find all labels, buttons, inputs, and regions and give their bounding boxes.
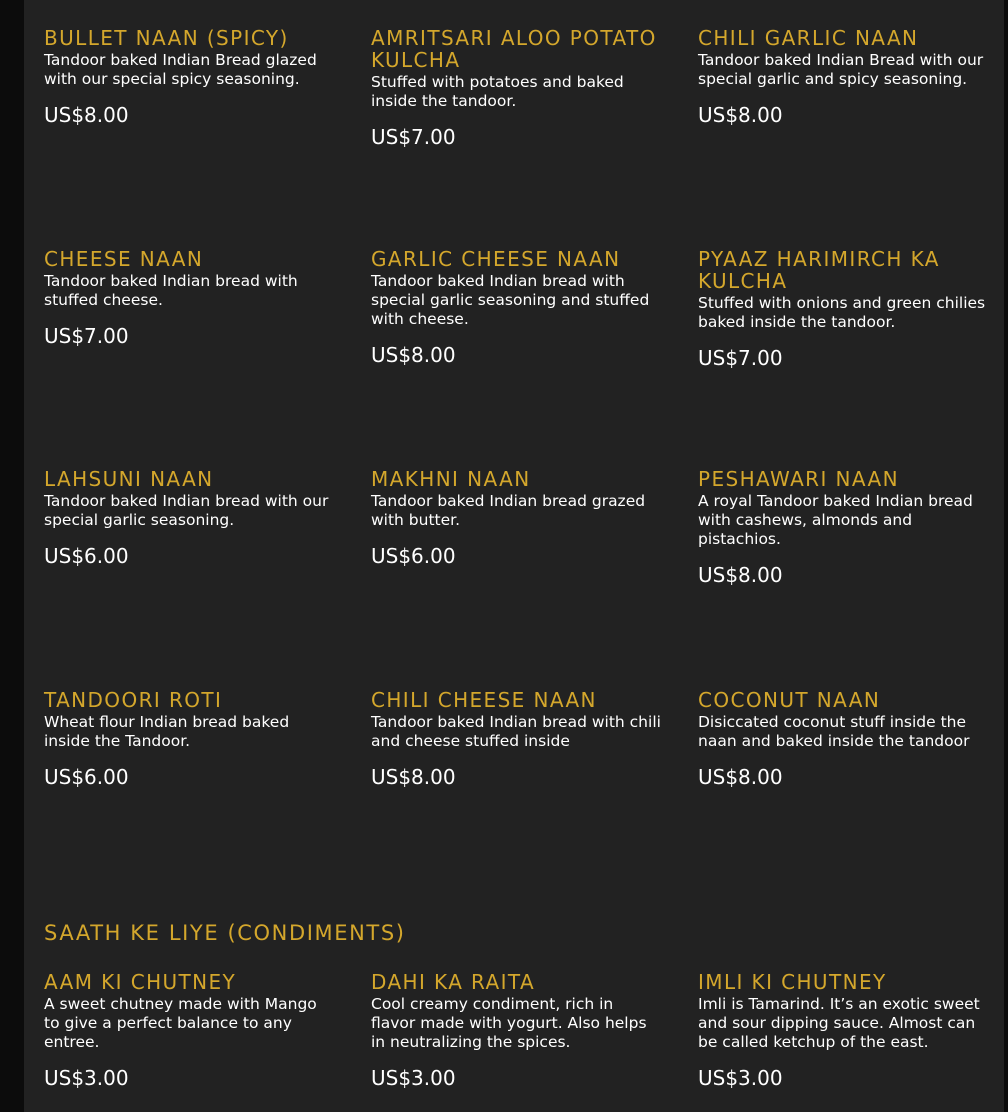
menu-item-name: COCONUT NAAN [698,688,881,712]
menu-item-dahi-ka-raita [371,971,661,1090]
menu-item-description: Disiccated coconut stuff inside the naan and baked inside the tandoor [698,713,970,750]
menu-item-price: US$8.00 [44,103,129,127]
menu-item-price: US$7.00 [698,346,783,370]
menu-item-price: US$7.00 [44,324,129,348]
menu-item-description: A sweet chutney made with Mango to give a perfect balance to any entree. [44,995,317,1051]
left-border-strip [0,0,24,1112]
menu-item-price: US$8.00 [371,343,456,367]
right-border-strip [1004,0,1008,1112]
menu-item-description: Tandoor baked Indian bread with chili and cheese stuffed inside [371,713,661,750]
menu-item-name: BULLET NAAN (SPICY) [44,26,289,50]
menu-item-garlic-cheese-naan [371,248,661,367]
menu-item-description: A royal Tandoor baked Indian bread with cashews, almonds and pistachios. [698,492,973,548]
menu-item-peshawari-naan [698,468,988,587]
menu-item-name: AAM KI CHUTNEY [44,970,237,994]
menu-item-price: US$6.00 [44,544,129,568]
menu-item-name: DAHI KA RAITA [371,970,536,994]
menu-item-name: AMRITSARI ALOO POTATO KULCHA [371,26,657,72]
menu-item-aam-ki-chutney [44,971,334,1090]
menu-item-name: MAKHNI NAAN [371,467,531,491]
menu-item-imli-ki-chutney [698,971,988,1090]
menu-item-price: US$3.00 [698,1066,783,1090]
menu-item-makhni-naan [371,468,661,568]
menu-item-chili-cheese-naan [371,689,661,789]
menu-item-description: Tandoor baked Indian Bread with our special garlic and spicy seasoning. [698,51,984,88]
menu-item-amritsari-kulcha [371,27,661,149]
menu-item-price: US$8.00 [371,765,456,789]
section-title-condiments: SAATH KE LIYE (CONDIMENTS) [44,921,406,945]
menu-item-description: Stuffed with potatoes and baked inside the tandoor. [371,73,624,110]
menu-item-description: Tandoor baked Indian Bread glazed with our special spicy seasoning. [44,51,317,88]
menu-item-description: Cool creamy condiment, rich in flavor made with yogurt. Also helps in neutralizing the spices. [371,995,647,1051]
menu-item-description: Tandoor baked Indian bread grazed with butter. [371,492,646,529]
menu-item-name: CHILI GARLIC NAAN [698,26,919,50]
menu-item-description: Wheat flour Indian bread baked inside the Tandoor. [44,713,290,750]
menu-item-lahsuni-naan [44,468,334,568]
menu-item-name: LAHSUNI NAAN [44,467,214,491]
menu-item-price: US$8.00 [698,103,783,127]
menu-item-price: US$6.00 [371,544,456,568]
menu-item-coconut-naan [698,689,988,789]
menu-item-pyaaz-kulcha [698,248,988,370]
menu-item-price: US$3.00 [44,1066,129,1090]
menu-item-description: Tandoor baked Indian bread with our special garlic seasoning. [44,492,329,529]
menu-item-name: PYAAZ HARIMIRCH KA KULCHA [698,247,940,293]
menu-item-bullet-naan [44,27,334,127]
menu-item-name: CHEESE NAAN [44,247,204,271]
menu-item-name: CHILI CHEESE NAAN [371,688,597,712]
menu-item-description: Tandoor baked Indian bread with stuffed cheese. [44,272,298,309]
menu-item-price: US$8.00 [698,563,783,587]
menu-item-price: US$3.00 [371,1066,456,1090]
menu-item-name: PESHAWARI NAAN [698,467,899,491]
menu-item-description: Imli is Tamarind. It’s an exotic sweet and sour dipping sauce. Almost can be called ketchup of the east. [698,995,980,1051]
menu-item-cheese-naan [44,248,334,348]
menu-item-price: US$7.00 [371,125,456,149]
menu-item-chili-garlic-naan [698,27,988,127]
menu-item-price: US$8.00 [698,765,783,789]
menu-item-description: Tandoor baked Indian bread with special garlic seasoning and stuffed with cheese. [371,272,650,328]
menu-item-price: US$6.00 [44,765,129,789]
menu-item-description: Stuffed with onions and green chilies baked inside the tandoor. [698,294,986,331]
menu-item-tandoori-roti [44,689,334,789]
menu-item-name: GARLIC CHEESE NAAN [371,247,621,271]
menu-item-name: IMLI KI CHUTNEY [698,970,887,994]
menu-item-name: TANDOORI ROTI [44,688,223,712]
